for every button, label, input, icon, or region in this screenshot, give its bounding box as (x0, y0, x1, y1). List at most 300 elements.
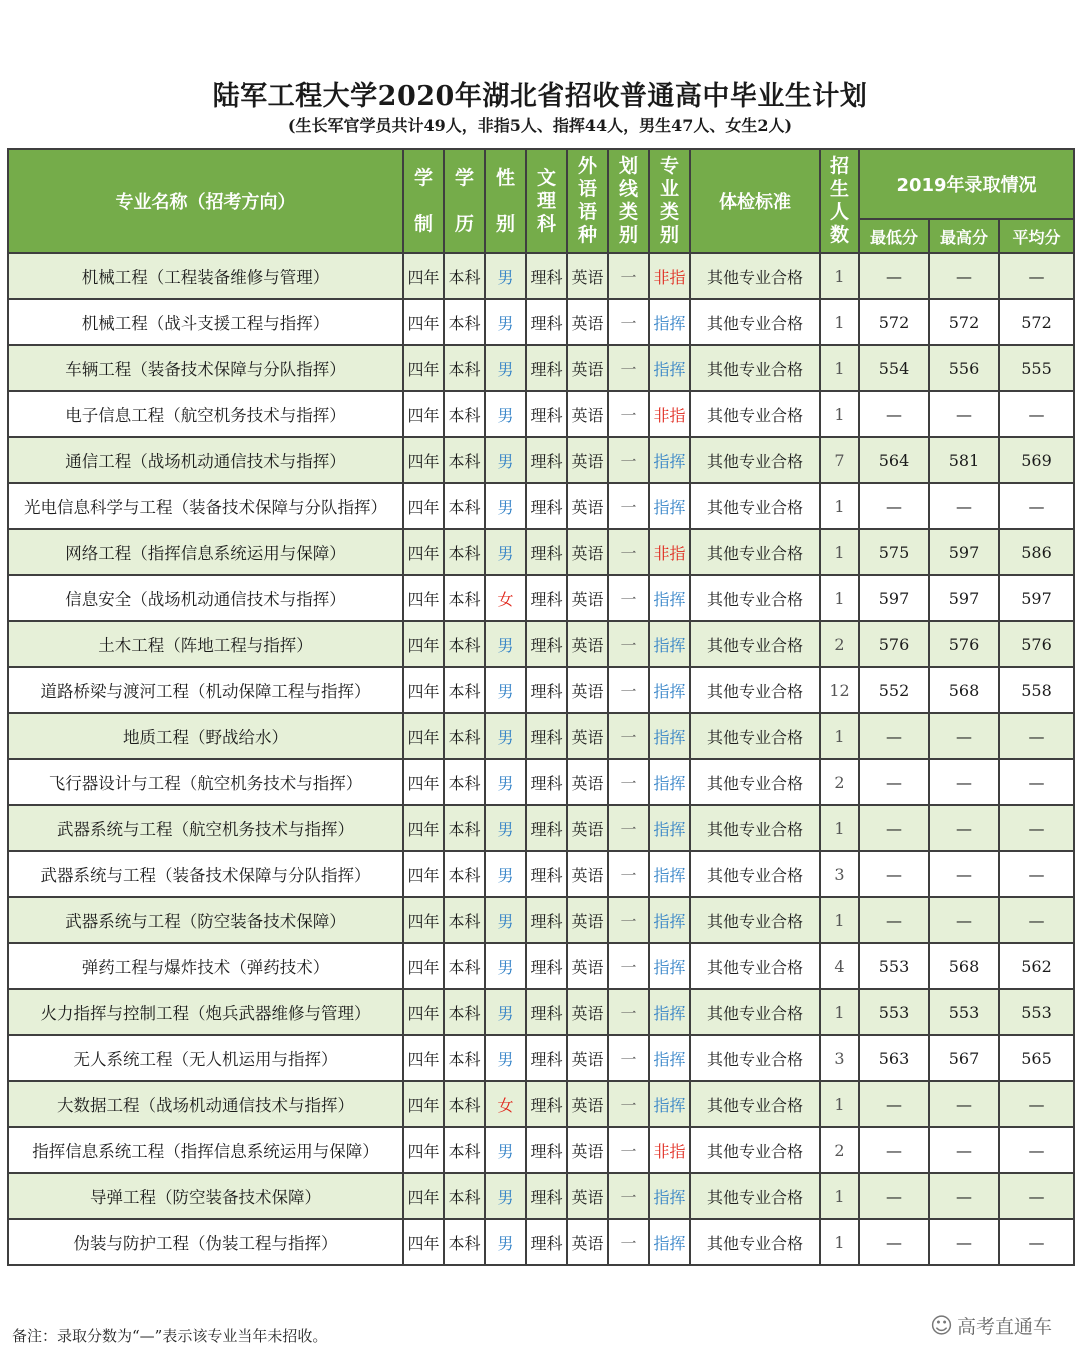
header-avg-score: 平均分 (999, 219, 1074, 253)
major-name-cell: 大数据工程（战场机动通信技术与指挥） (8, 1081, 403, 1127)
min-score-cell: 576 (859, 621, 929, 667)
avg-score-cell: — (999, 253, 1074, 299)
header-enrollment-count: 招 生 人 数 (820, 149, 859, 253)
subject-track-cell: 理科 (526, 943, 567, 989)
major-name-cell: 无人系统工程（无人机运用与指挥） (8, 1035, 403, 1081)
enrollment-count-cell: 1 (820, 1219, 859, 1265)
subject-track-cell: 理科 (526, 299, 567, 345)
degree-cell: 本科 (444, 299, 485, 345)
language-cell: 英语 (567, 621, 608, 667)
degree-cell: 本科 (444, 897, 485, 943)
duration-cell: 四年 (403, 1173, 444, 1219)
line-category-cell: 一 (608, 851, 649, 897)
major-category-cell: 指挥 (649, 299, 690, 345)
degree-cell: 本科 (444, 1081, 485, 1127)
avg-score-cell: 572 (999, 299, 1074, 345)
health-standard-cell: 其他专业合格 (690, 483, 820, 529)
page-title: 陆军工程大学2020年湖北省招收普通高中毕业生计划 (212, 81, 868, 112)
enrollment-count-cell: 3 (820, 1035, 859, 1081)
max-score-cell: — (929, 1127, 999, 1173)
health-standard-cell: 其他专业合格 (690, 989, 820, 1035)
avg-score-cell: — (999, 759, 1074, 805)
avg-score-cell: 553 (999, 989, 1074, 1035)
table-row (8, 483, 1074, 529)
health-standard-cell: 其他专业合格 (690, 1035, 820, 1081)
language-cell: 英语 (567, 1173, 608, 1219)
watermark-text: 高考直通车 (956, 1316, 1052, 1338)
enrollment-count-cell: 1 (820, 345, 859, 391)
avg-score-cell: — (999, 1219, 1074, 1265)
duration-cell: 四年 (403, 1127, 444, 1173)
line-category-cell: 一 (608, 529, 649, 575)
sex-cell: 男 (485, 483, 526, 529)
min-score-cell: 553 (859, 943, 929, 989)
line-category-cell: 一 (608, 483, 649, 529)
degree-cell: 本科 (444, 1035, 485, 1081)
max-score-cell: — (929, 1173, 999, 1219)
subject-track-cell: 理科 (526, 1173, 567, 1219)
avg-score-cell: — (999, 851, 1074, 897)
table-row (8, 253, 1074, 299)
line-category-cell: 一 (608, 759, 649, 805)
enrollment-count-cell: 1 (820, 713, 859, 759)
subject-track-cell: 理科 (526, 437, 567, 483)
degree-cell: 本科 (444, 1173, 485, 1219)
line-category-cell: 一 (608, 437, 649, 483)
min-score-cell: — (859, 759, 929, 805)
major-name-cell: 弹药工程与爆炸技术（弹药技术） (8, 943, 403, 989)
duration-cell: 四年 (403, 759, 444, 805)
health-standard-cell: 其他专业合格 (690, 1173, 820, 1219)
max-score-cell: 576 (929, 621, 999, 667)
max-score-cell: — (929, 1081, 999, 1127)
min-score-cell: — (859, 713, 929, 759)
major-category-cell: 指挥 (649, 943, 690, 989)
degree-cell: 本科 (444, 759, 485, 805)
health-standard-cell: 其他专业合格 (690, 345, 820, 391)
footnote: 备注：录取分数为“—”表示该专业当年未招收。 (12, 1327, 328, 1345)
enrollment-count-cell: 2 (820, 1127, 859, 1173)
duration-cell: 四年 (403, 483, 444, 529)
sex-cell: 男 (485, 1035, 526, 1081)
line-category-cell: 一 (608, 1035, 649, 1081)
header-max-score: 最高分 (929, 219, 999, 253)
enrollment-count-cell: 1 (820, 529, 859, 575)
major-category-cell: 指挥 (649, 621, 690, 667)
table-row (8, 1219, 1074, 1265)
sex-cell: 男 (485, 391, 526, 437)
major-category-cell: 非指 (649, 391, 690, 437)
language-cell: 英语 (567, 1219, 608, 1265)
subject-track-cell: 理科 (526, 1219, 567, 1265)
duration-cell: 四年 (403, 299, 444, 345)
health-standard-cell: 其他专业合格 (690, 391, 820, 437)
max-score-cell: 581 (929, 437, 999, 483)
degree-cell: 本科 (444, 943, 485, 989)
major-name-cell: 武器系统与工程（装备技术保障与分队指挥） (8, 851, 403, 897)
enrollment-count-cell: 12 (820, 667, 859, 713)
avg-score-cell: — (999, 805, 1074, 851)
language-cell: 英语 (567, 1127, 608, 1173)
sex-cell: 男 (485, 299, 526, 345)
line-category-cell: 一 (608, 713, 649, 759)
degree-cell: 本科 (444, 437, 485, 483)
duration-cell: 四年 (403, 1219, 444, 1265)
line-category-cell: 一 (608, 897, 649, 943)
min-score-cell: 563 (859, 1035, 929, 1081)
duration-cell: 四年 (403, 621, 444, 667)
min-score-cell: 575 (859, 529, 929, 575)
degree-cell: 本科 (444, 713, 485, 759)
avg-score-cell: 586 (999, 529, 1074, 575)
avg-score-cell: 576 (999, 621, 1074, 667)
language-cell: 英语 (567, 943, 608, 989)
header-health-standard: 体检标准 (690, 149, 820, 253)
degree-cell: 本科 (444, 667, 485, 713)
sex-cell: 男 (485, 1127, 526, 1173)
enrollment-count-cell: 2 (820, 759, 859, 805)
avg-score-cell: 562 (999, 943, 1074, 989)
subject-track-cell: 理科 (526, 345, 567, 391)
enrollment-count-cell: 7 (820, 437, 859, 483)
language-cell: 英语 (567, 345, 608, 391)
language-cell: 英语 (567, 391, 608, 437)
health-standard-cell: 其他专业合格 (690, 713, 820, 759)
sex-cell: 男 (485, 621, 526, 667)
subject-track-cell: 理科 (526, 483, 567, 529)
header-sex: 性 别 (485, 149, 526, 253)
subject-track-cell: 理科 (526, 1035, 567, 1081)
max-score-cell: — (929, 851, 999, 897)
health-standard-cell: 其他专业合格 (690, 759, 820, 805)
sex-cell: 男 (485, 805, 526, 851)
duration-cell: 四年 (403, 437, 444, 483)
language-cell: 英语 (567, 989, 608, 1035)
degree-cell: 本科 (444, 1127, 485, 1173)
header-min-score: 最低分 (859, 219, 929, 253)
health-standard-cell: 其他专业合格 (690, 529, 820, 575)
table-row (8, 713, 1074, 759)
max-score-cell: — (929, 483, 999, 529)
table-row (8, 1127, 1074, 1173)
max-score-cell: 553 (929, 989, 999, 1035)
min-score-cell: — (859, 1219, 929, 1265)
major-category-cell: 指挥 (649, 989, 690, 1035)
table-row (8, 575, 1074, 621)
sex-cell: 男 (485, 529, 526, 575)
major-name-cell: 机械工程（战斗支援工程与指挥） (8, 299, 403, 345)
major-category-cell: 指挥 (649, 345, 690, 391)
line-category-cell: 一 (608, 575, 649, 621)
subject-track-cell: 理科 (526, 391, 567, 437)
subject-track-cell: 理科 (526, 529, 567, 575)
source-watermark (930, 1312, 1052, 1339)
avg-score-cell: 565 (999, 1035, 1074, 1081)
header-line-category: 划 线 类 别 (608, 149, 649, 253)
table-row (8, 529, 1074, 575)
avg-score-cell: 558 (999, 667, 1074, 713)
duration-cell: 四年 (403, 989, 444, 1035)
language-cell: 英语 (567, 713, 608, 759)
max-score-cell: 597 (929, 575, 999, 621)
subject-track-cell: 理科 (526, 713, 567, 759)
header-major-category: 专 业 类 别 (649, 149, 690, 253)
subject-track-cell: 理科 (526, 667, 567, 713)
language-cell: 英语 (567, 1035, 608, 1081)
major-category-cell: 非指 (649, 529, 690, 575)
subject-track-cell: 理科 (526, 575, 567, 621)
min-score-cell: — (859, 1081, 929, 1127)
language-cell: 英语 (567, 667, 608, 713)
sex-cell: 男 (485, 253, 526, 299)
major-name-cell: 电子信息工程（航空机务技术与指挥） (8, 391, 403, 437)
enrollment-count-cell: 2 (820, 621, 859, 667)
degree-cell: 本科 (444, 1219, 485, 1265)
sex-cell: 女 (485, 1081, 526, 1127)
table-row (8, 989, 1074, 1035)
line-category-cell: 一 (608, 667, 649, 713)
health-standard-cell: 其他专业合格 (690, 299, 820, 345)
major-category-cell: 指挥 (649, 713, 690, 759)
max-score-cell: — (929, 1219, 999, 1265)
enrollment-count-cell: 1 (820, 483, 859, 529)
health-standard-cell: 其他专业合格 (690, 667, 820, 713)
subject-track-cell: 理科 (526, 1081, 567, 1127)
avg-score-cell: 597 (999, 575, 1074, 621)
major-name-cell: 导弹工程（防空装备技术保障） (8, 1173, 403, 1219)
min-score-cell: 553 (859, 989, 929, 1035)
min-score-cell: — (859, 897, 929, 943)
max-score-cell: 567 (929, 1035, 999, 1081)
line-category-cell: 一 (608, 1127, 649, 1173)
major-name-cell: 机械工程（工程装备维修与管理） (8, 253, 403, 299)
enrollment-count-cell: 4 (820, 943, 859, 989)
page-subtitle: (生长军官学员共计49人，非指5人、指挥44人，男生47人、女生2人) (287, 116, 793, 135)
max-score-cell: 597 (929, 529, 999, 575)
table-row (8, 1035, 1074, 1081)
table-body (8, 253, 1074, 1265)
avg-score-cell: — (999, 483, 1074, 529)
min-score-cell: — (859, 851, 929, 897)
degree-cell: 本科 (444, 805, 485, 851)
major-name-cell: 飞行器设计与工程（航空机务技术与指挥） (8, 759, 403, 805)
sex-cell: 男 (485, 897, 526, 943)
major-category-cell: 指挥 (649, 1219, 690, 1265)
min-score-cell: 597 (859, 575, 929, 621)
sex-cell: 男 (485, 713, 526, 759)
table-row (8, 897, 1074, 943)
enrollment-count-cell: 1 (820, 897, 859, 943)
health-standard-cell: 其他专业合格 (690, 575, 820, 621)
major-name-cell: 武器系统与工程（防空装备技术保障） (8, 897, 403, 943)
duration-cell: 四年 (403, 943, 444, 989)
major-category-cell: 非指 (649, 253, 690, 299)
duration-cell: 四年 (403, 851, 444, 897)
header-2019-admission: 2019年录取情况 (859, 149, 1074, 219)
header-language: 外 语 语 种 (567, 149, 608, 253)
table-row (8, 299, 1074, 345)
language-cell: 英语 (567, 851, 608, 897)
major-name-cell: 道路桥梁与渡河工程（机动保障工程与指挥） (8, 667, 403, 713)
major-name-cell: 土木工程（阵地工程与指挥） (8, 621, 403, 667)
enrollment-count-cell: 3 (820, 851, 859, 897)
subject-track-cell: 理科 (526, 621, 567, 667)
max-score-cell: — (929, 253, 999, 299)
table-row (8, 1081, 1074, 1127)
degree-cell: 本科 (444, 483, 485, 529)
subject-track-cell: 理科 (526, 989, 567, 1035)
max-score-cell: 568 (929, 667, 999, 713)
enrollment-count-cell: 1 (820, 253, 859, 299)
subject-track-cell: 理科 (526, 253, 567, 299)
major-category-cell: 指挥 (649, 759, 690, 805)
health-standard-cell: 其他专业合格 (690, 253, 820, 299)
sex-cell: 男 (485, 667, 526, 713)
language-cell: 英语 (567, 1081, 608, 1127)
table-row (8, 851, 1074, 897)
major-name-cell: 网络工程（指挥信息系统运用与保障） (8, 529, 403, 575)
table-row (8, 1173, 1074, 1219)
duration-cell: 四年 (403, 1035, 444, 1081)
max-score-cell: 568 (929, 943, 999, 989)
enrollment-count-cell: 1 (820, 299, 859, 345)
duration-cell: 四年 (403, 345, 444, 391)
min-score-cell: 554 (859, 345, 929, 391)
min-score-cell: 552 (859, 667, 929, 713)
table-row (8, 391, 1074, 437)
min-score-cell: — (859, 483, 929, 529)
sex-cell: 男 (485, 1219, 526, 1265)
language-cell: 英语 (567, 897, 608, 943)
avg-score-cell: — (999, 1081, 1074, 1127)
header-major: 专业名称（招考方向） (8, 149, 403, 253)
duration-cell: 四年 (403, 897, 444, 943)
language-cell: 英语 (567, 483, 608, 529)
health-standard-cell: 其他专业合格 (690, 1219, 820, 1265)
degree-cell: 本科 (444, 253, 485, 299)
major-name-cell: 通信工程（战场机动通信技术与指挥） (8, 437, 403, 483)
line-category-cell: 一 (608, 253, 649, 299)
language-cell: 英语 (567, 805, 608, 851)
avg-score-cell: — (999, 897, 1074, 943)
language-cell: 英语 (567, 575, 608, 621)
major-name-cell: 地质工程（野战给水） (8, 713, 403, 759)
health-standard-cell: 其他专业合格 (690, 851, 820, 897)
table-row (8, 805, 1074, 851)
line-category-cell: 一 (608, 805, 649, 851)
enrollment-count-cell: 1 (820, 575, 859, 621)
min-score-cell: — (859, 1173, 929, 1219)
degree-cell: 本科 (444, 529, 485, 575)
major-name-cell: 武器系统与工程（航空机务技术与指挥） (8, 805, 403, 851)
avg-score-cell: — (999, 713, 1074, 759)
health-standard-cell: 其他专业合格 (690, 943, 820, 989)
table-row (8, 667, 1074, 713)
sex-cell: 男 (485, 345, 526, 391)
major-name-cell: 指挥信息系统工程（指挥信息系统运用与保障） (8, 1127, 403, 1173)
header-wenli: 文 理 科 (526, 149, 567, 253)
major-category-cell: 指挥 (649, 1035, 690, 1081)
major-name-cell: 光电信息科学与工程（装备技术保障与分队指挥） (8, 483, 403, 529)
line-category-cell: 一 (608, 621, 649, 667)
duration-cell: 四年 (403, 805, 444, 851)
duration-cell: 四年 (403, 253, 444, 299)
line-category-cell: 一 (608, 1219, 649, 1265)
enrollment-count-cell: 1 (820, 1173, 859, 1219)
enrollment-count-cell: 1 (820, 391, 859, 437)
major-category-cell: 指挥 (649, 851, 690, 897)
table-row (8, 345, 1074, 391)
wechat-icon: ☺ (930, 1314, 953, 1339)
duration-cell: 四年 (403, 1081, 444, 1127)
language-cell: 英语 (567, 299, 608, 345)
subject-track-cell: 理科 (526, 759, 567, 805)
enrollment-plan-table (7, 148, 1075, 1266)
table-row (8, 759, 1074, 805)
health-standard-cell: 其他专业合格 (690, 805, 820, 851)
avg-score-cell: 569 (999, 437, 1074, 483)
language-cell: 英语 (567, 253, 608, 299)
duration-cell: 四年 (403, 667, 444, 713)
degree-cell: 本科 (444, 621, 485, 667)
major-name-cell: 火力指挥与控制工程（炮兵武器维修与管理） (8, 989, 403, 1035)
line-category-cell: 一 (608, 989, 649, 1035)
avg-score-cell: — (999, 1173, 1074, 1219)
enrollment-count-cell: 1 (820, 1081, 859, 1127)
avg-score-cell: — (999, 1127, 1074, 1173)
major-category-cell: 指挥 (649, 805, 690, 851)
enrollment-count-cell: 1 (820, 805, 859, 851)
major-name-cell: 车辆工程（装备技术保障与分队指挥） (8, 345, 403, 391)
health-standard-cell: 其他专业合格 (690, 1127, 820, 1173)
min-score-cell: 564 (859, 437, 929, 483)
language-cell: 英语 (567, 437, 608, 483)
max-score-cell: — (929, 805, 999, 851)
sex-cell: 男 (485, 1173, 526, 1219)
duration-cell: 四年 (403, 391, 444, 437)
duration-cell: 四年 (403, 713, 444, 759)
sex-cell: 女 (485, 575, 526, 621)
major-category-cell: 指挥 (649, 483, 690, 529)
major-name-cell: 伪装与防护工程（伪装工程与指挥） (8, 1219, 403, 1265)
table-row (8, 437, 1074, 483)
health-standard-cell: 其他专业合格 (690, 897, 820, 943)
sex-cell: 男 (485, 437, 526, 483)
language-cell: 英语 (567, 529, 608, 575)
min-score-cell: — (859, 391, 929, 437)
degree-cell: 本科 (444, 391, 485, 437)
major-category-cell: 指挥 (649, 575, 690, 621)
major-category-cell: 指挥 (649, 1081, 690, 1127)
line-category-cell: 一 (608, 1173, 649, 1219)
subject-track-cell: 理科 (526, 1127, 567, 1173)
health-standard-cell: 其他专业合格 (690, 621, 820, 667)
degree-cell: 本科 (444, 989, 485, 1035)
major-category-cell: 指挥 (649, 1173, 690, 1219)
health-standard-cell: 其他专业合格 (690, 437, 820, 483)
line-category-cell: 一 (608, 345, 649, 391)
avg-score-cell: — (999, 391, 1074, 437)
max-score-cell: — (929, 759, 999, 805)
min-score-cell: — (859, 253, 929, 299)
table-row (8, 943, 1074, 989)
duration-cell: 四年 (403, 575, 444, 621)
degree-cell: 本科 (444, 851, 485, 897)
line-category-cell: 一 (608, 1081, 649, 1127)
subject-track-cell: 理科 (526, 897, 567, 943)
major-category-cell: 非指 (649, 1127, 690, 1173)
line-category-cell: 一 (608, 943, 649, 989)
